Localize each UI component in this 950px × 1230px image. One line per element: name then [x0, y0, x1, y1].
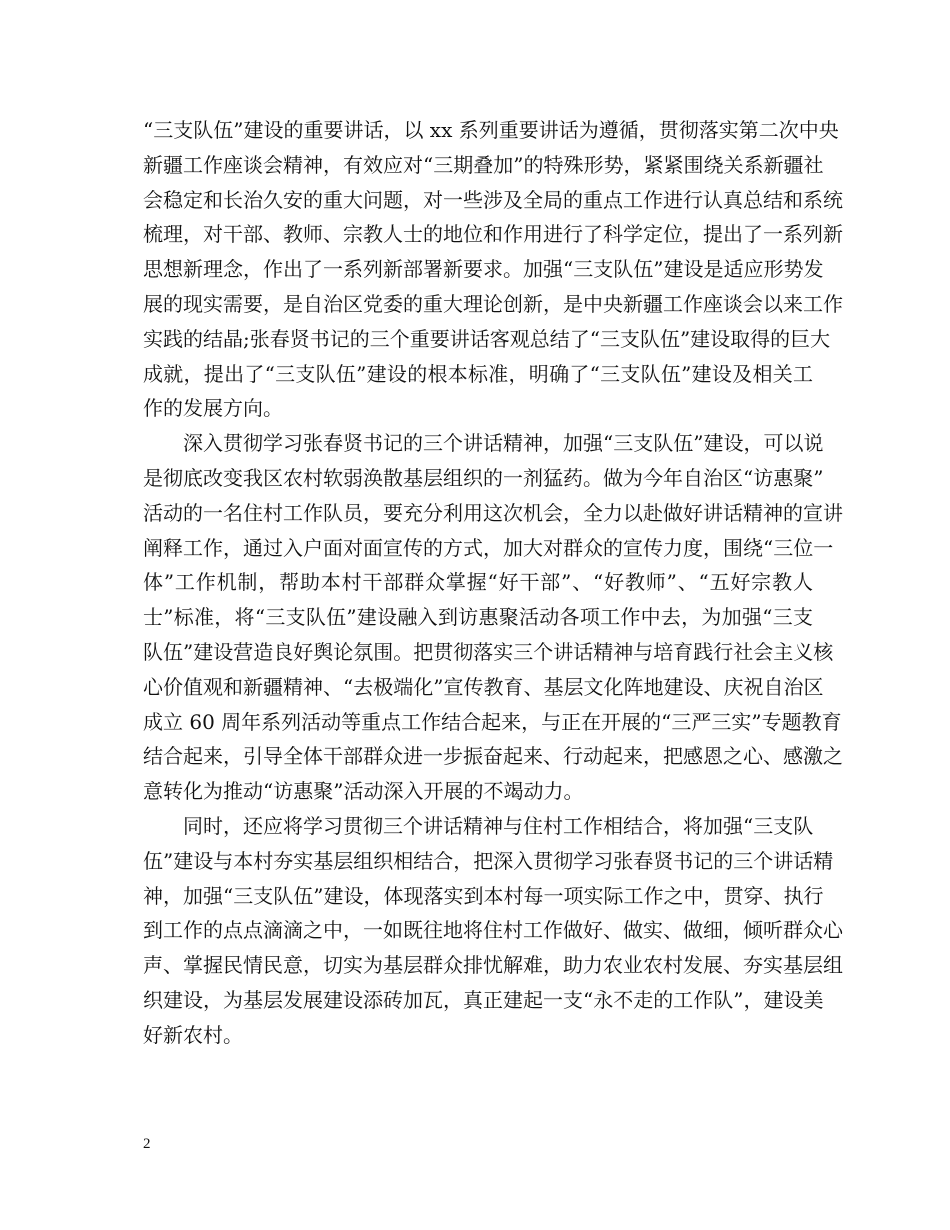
text-line: 心价值观和新疆精神、“去极端化”宣传教育、基层文化阵地建设、庆祝自治区 [143, 674, 824, 699]
text-line: 队伍”建设营造良好舆论氛围。把贯彻落实三个讲话精神与培育践行社会主义核 [143, 639, 834, 664]
text-line: 成立 60 周年系列活动等重点工作结合起来，与正在开展的“三严三实”专题教育 [143, 709, 842, 734]
text-line: 结合起来，引导全体干部群众进一步振奋起来、行动起来，把感恩之心、感激之 [143, 744, 843, 769]
text-line: 声、掌握民情民意，切实为基层群众排忧解难，助力农业农村发展、夯实基层组 [143, 953, 843, 978]
text-line: 同时，还应将学习贯彻三个讲话精神与住村工作相结合，将加强“三支队 [183, 813, 814, 838]
text-line: 体”工作机制，帮助本村干部群众掌握“好干部”、“好教师”、“五好宗教人 [143, 570, 813, 595]
text-line: 士”标准，将“三支队伍”建设融入到访惠聚活动各项工作中去，为加强“三支 [143, 605, 813, 630]
text-line: 梳理，对干部、教师、宗教人士的地位和作用进行了科学定位，提出了一系列新 [143, 222, 843, 247]
text-line: 思想新理念，作出了一系列新部署新要求。加强“三支队伍”建设是适应形势发 [143, 257, 824, 282]
text-line: 实践的结晶;张春贤书记的三个重要讲话客观总结了“三支队伍”建设取得的巨大 [143, 326, 831, 351]
text-line: 意转化为推动“访惠聚”活动深入开展的不竭动力。 [143, 779, 584, 804]
text-line: 活动的一名住村工作队员，要充分利用这次机会，全力以赴做好讲话精神的宣讲 [143, 500, 843, 525]
text-line: “三支队伍”建设的重要讲话，以 xx 系列重要讲话为遵循，贯彻落实第二次中央 [143, 118, 839, 142]
text-line: 成就，提出了“三支队伍”建设的根本标准，明确了“三支队伍”建设及相关工 [143, 361, 813, 386]
text-line: 好新农村。 [143, 1022, 243, 1047]
text-line: 织建设，为基层发展建设添砖加瓦，真正建起一支“永不走的工作队”，建设美 [143, 987, 824, 1012]
text-line: 伍”建设与本村夯实基层组织相结合，把深入贯彻学习张春贤书记的三个讲话精 [143, 848, 834, 873]
document-body [143, 113, 843, 1053]
text-line: 展的现实需要，是自治区党委的重大理论创新，是中央新疆工作座谈会以来工作 [143, 291, 843, 316]
paragraph-3 [143, 809, 843, 1053]
text-line: 会稳定和长治久安的重大问题，对一些涉及全局的重点工作进行认真总结和系统 [143, 187, 843, 212]
text-line: 到工作的点点滴滴之中，一如既往地将住村工作做好、做实、做细，倾听群众心 [143, 918, 843, 943]
paragraph-1 [143, 113, 843, 426]
text-line: 新疆工作座谈会精神，有效应对“三期叠加”的特殊形势，紧紧围绕关系新疆社 [143, 152, 824, 177]
page-number: 2 [143, 1136, 151, 1152]
text-line: 深入贯彻学习张春贤书记的三个讲话精神，加强“三支队伍”建设，可以说 [183, 431, 824, 456]
text-line: 阐释工作，通过入户面对面宣传的方式，加大对群众的宣传力度，围绕“三位一 [143, 535, 834, 560]
paragraph-2 [143, 426, 843, 809]
text-line: 是彻底改变我区农村软弱涣散基层组织的一剂猛药。做为今年自治区“访惠聚” [143, 465, 824, 490]
text-line: 作的发展方向。 [143, 396, 283, 421]
text-line: 神，加强“三支队伍”建设，体现落实到本村每一项实际工作之中，贯穿、执行 [143, 883, 824, 908]
